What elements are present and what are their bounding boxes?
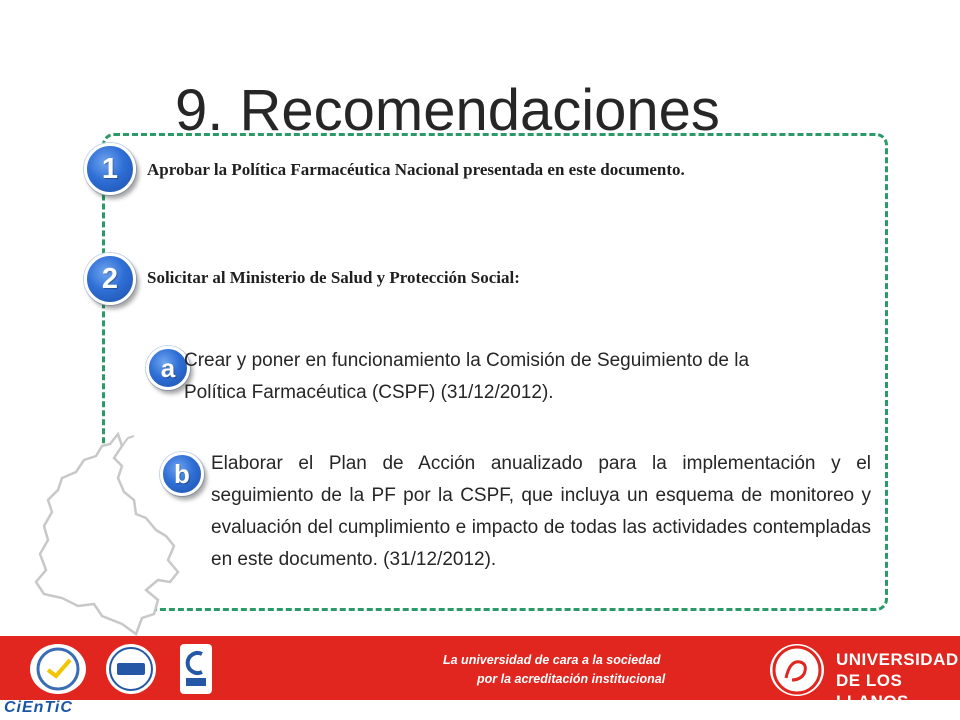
footer-slogan	[443, 651, 665, 689]
university-logo-icon	[770, 644, 824, 696]
subitem-a-letter: a	[160, 352, 176, 383]
subitem-b-text: Elaborar el Plan de Acción anualizado para la implementación y el seguimiento de la PF por la CSPF, que incluya un esquema de monitoreo y evaluación del cumplimiento e impacto de todas las actividades contempladas en este documento. (31/12/2012).	[211, 453, 871, 570]
subitem-b-badge	[160, 452, 204, 496]
university-name	[836, 649, 960, 712]
unillanos-crest-icon	[770, 644, 824, 696]
slogan-line-1: La universidad de cara a la sociedad	[443, 653, 661, 667]
subitem-a-text: Crear y poner en funcionamiento la Comisión de Seguimiento de la Política Farmacéutica (CSPF) (31/12/2012).	[184, 350, 750, 403]
subitem-b-letter: b	[174, 458, 190, 489]
item-2-number: 2	[101, 262, 119, 295]
cientic-logo: CiEnTiC	[4, 699, 73, 716]
iqnet-seal-icon	[106, 644, 156, 694]
iqnet-mark-icon	[106, 644, 156, 694]
iso-seal-icon	[180, 644, 212, 694]
quality-seal-icon	[30, 644, 86, 694]
item-1-number: 1	[101, 152, 119, 185]
slide-title: 9. Recomendaciones	[175, 78, 720, 143]
item-2-badge	[84, 253, 136, 305]
iso-mark-icon	[180, 644, 212, 694]
footer-strip	[0, 700, 960, 720]
item-1-badge	[84, 143, 136, 195]
item-1-text: Aprobar la Política Farmacéutica Nacional presentada en este documento.	[147, 160, 685, 179]
item-2-text: Solicitar al Ministerio de Salud y Protección Social:	[147, 268, 520, 287]
seal-mark-icon	[30, 644, 86, 694]
university-name-line-1: UNIVERSIDAD	[836, 650, 959, 669]
slogan-line-2: por la acreditación institucional	[477, 672, 666, 686]
university-name-line-2: DE LOS LLANOS	[836, 671, 909, 711]
